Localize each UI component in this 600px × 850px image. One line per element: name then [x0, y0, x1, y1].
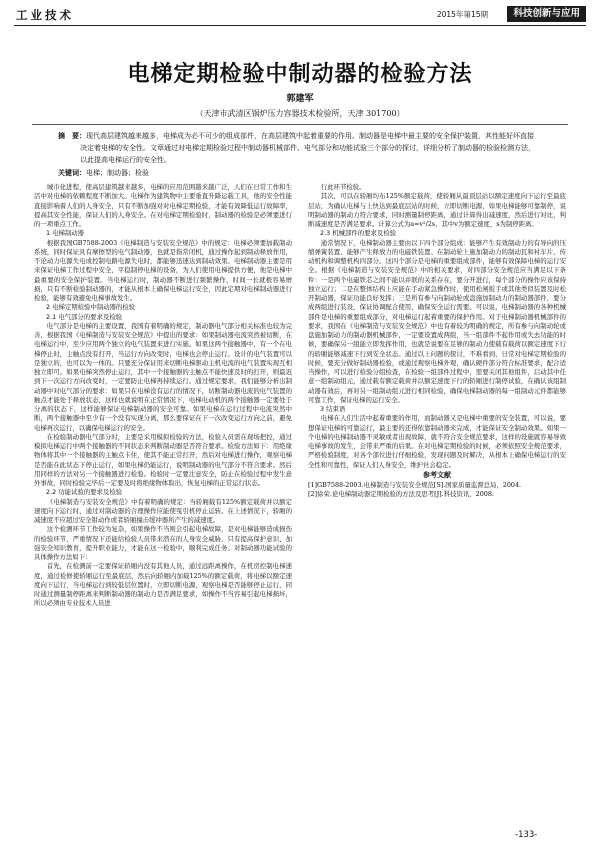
author-affiliation: （天津市武清区锅炉压力容器技术检验所，天津 301700） [195, 109, 405, 118]
section-heading: 2.2 功能试验的要求及检验 [46, 488, 123, 497]
page-number: -133- [515, 830, 538, 840]
journal-name: 工业技术 [16, 8, 74, 22]
body-paragraph: 电梯在人们生活中起着重要的作用，而制动器又是电梯中重要的安全装置，可以说，要想保证电梯的可靠运行，最主要的还得依靠制动器来完成，才能保证安全制动效果。如果一个电梯的电梯制动器不灵敏或者出现故障，就不符合安全规范要求，这样的设施就容易导致电梯事故的发生，会带来严重的后果。在对电梯定期检验的时候，必须依照安全规范要求，严格检验制度，对各个部位进行仔细检验，发现问题及时解决，从根本上确保电梯运行的安全性和可靠性，保证人们人身安全，维护社会稳定。 [308, 414, 566, 469]
body-paragraph: 《电梯制造与安装安全规范》中有着明确的规定：当轿厢载有125%额定载荷并以额定速度向下运行时，通过对制动器的合理操作应能使曳引机停止运转。在上述情况下，轿厢的减速度不应超过安全钳动作或者轿厢撞击缓冲器所产生的减速度。 [34, 497, 292, 524]
keywords-label: 关键词： [58, 169, 86, 177]
page-header [14, 6, 586, 24]
keywords-text: 电梯；制动器；检验 [86, 169, 149, 177]
paper-title: 电梯定期检验中制动器的检验方法 [127, 62, 473, 87]
references-heading: 参考文献 [423, 470, 451, 479]
paper-author: 郭建军 [286, 94, 314, 104]
keywords-block [58, 167, 538, 179]
issue-number: 2015年第15期 [436, 10, 488, 19]
header-rule [14, 25, 586, 26]
body-paragraph: 通常情况下，电梯制动器主要由以下四个部分组成：能够产生有效制动力的有导向的压缩弹簧装置、能够产生释放力的电磁铁装置、在制动轮上施加制动力的制动瓦和衬车片、传动机构和调整机构四部分。这四个部分是电梯的重要组成部件，能够有效保障电梯的运行安全。根据《电梯制造与安装安全规范》中的相关要求，对四部分安全规范应当满足以下条件：一是两个电磁铁芯之间不能以并联的关系存在，要分开进行，每个部分的操作应该保持独立运行；二是在整体结构上应能在手动紧急操作时，使用松闸扳手或其他类似装置及时松开制动器，保证功能良好发挥；三是所有参与向制动轮或盘施加制动力的制动器部件，要分成两组进行装设，保证协调配合使用，确保安全运行需要。可以说，电梯制动器的各种机械部件是电梯的重要组成部分，对电梯运行起着重要的保护作用。对于电梯制动器机械部件的要求，我国在《电梯制造与安装安全规范》中也有着较为明确的规定，所有参与向制动轮或盘施加制动力的制动器机械部件，一定要设置成两组，当一组部件不起作用或失去功能的时候，要确保另一组能立即发挥作用，也就是说要在足够的制动力使载有载荷以额定速度下行的轿厢能够减速下行到安全状态。通过以上问题的探讨，不难看到，日常对电梯定期检验的时候，要充分做好制动器检验，或通过观察电梯外观，确认硬件部分符合标准要求，配合适当操作，可以进行检验分组检查，在检验一组部件过程中，需要关闭其他组件，启动其中任意一组制动组元，通过载有额定载荷并以额定速度下行的轿厢进行制停试验，在确认该组制动器有效后，再对另一组制动组元进行相同检验，确保电梯制动器的每一组制动元件都能够可靠工作，保证电梯的运行安全。 [308, 238, 566, 404]
body-paragraph: 首先，在检测前一定要保证轿厢内没有其他人员，通过远距离操作，在机房控制电梯速度，通过检修使轿厢运行至最底层，然后向轿厢内加载125%的额定载荷，将电梯以额定速度向下运行，当电梯运行到较低层位置时，立即切断电源，观察电梯是否能够停止运行，同时通过测量制停距离来判断制动器的制动力是否满足要求，如操作不当容易引起电梯损坏，所以必须由专业技术人员进 [34, 562, 292, 608]
abstract-text: 现代高层建筑越来越多，电梯成为必不可少的组成部件，在高层建筑中起着重要的作用。制动器是电梯中最主要的安全保护装置，其性能好坏直接决定着电梯的安全性。文章通过对电梯定期检验过程中制动器机械部件、电气部分和功能试验三个部分的探讨，详细分析了制动器的检验检测方法，以此提高电梯运行的安全性。 [80, 132, 535, 164]
body-paragraph: 这个检测环节工作较为复杂，如果操作不当则会引起电梯故障，是对电梯能够造成损伤的检验环节，严重情况下还能给检验人员带来潜在的人身安全威胁，只有提高保护意识、加强安全知识教育，提升职业能力，才能在这一检验中，顺利完成任务。对制动器功能试验的具体操作方法如下： [34, 525, 292, 561]
section-heading: 3 结束语 [320, 405, 346, 413]
body-column-left [34, 183, 292, 609]
section-heading: 2 电梯定期检验中制动器的检验 [46, 303, 136, 312]
abstract-block [58, 130, 538, 166]
abstract-label: 摘 要： [58, 132, 86, 140]
reference-item: [2]徐荣.论电梯制动器定期检验的方法及思考[J].科技资讯，2008. [308, 490, 494, 498]
body-column-right [308, 183, 566, 499]
column-badge: 科技创新与应用 [507, 6, 586, 22]
reference-item: [1]GB7588-2003.电梯制造与安装安全规范[S].国家质量监督总局，2004. [308, 480, 522, 489]
body-paragraph: 电气部分是电梯的主要设置，我国有着明确的规定，制动器电气部分相关标准也较为完善，根据我国《电梯制造与安装安全规范》中提出的要求：如果制动器电流突然被切断，在电梯运行中，至少应用两个独立的电气装置来进行实施。如果这两个接触器中，有一个在电梯停止时，主触点没有打开，当运行方向改变时，电梯也会停止运行。设计的电气装置可以是独立的，也可以为一体的。只要充分保证用来切断电梯驱动主机电流的电气装置实现互相独立即可。如果电梯突然停止运行，其中一个接触器的主触点不能快速及时的打开，则最迟到下一次运行方向改变时，一定要防止电梯再持续运行。通过规定要求，我们能够分析出制动器中对电气部分的要求：如果只在电梯没有运行的情况下，切断制动器电流的电气装置的触点才能处于释放状态，这样也就说明在正常情况下，电梯电动机的两个接触器一定要处于分离的状态下，这样能够保证电梯制动器的安全可靠。如果电梯在运行过程中电流突然中断，两个接触器中至少有一个没有实现分离，那么要保证在下一次改变运行方向之前，避免电梯再次运行，以确保电梯运行的安全。 [34, 321, 292, 432]
body-paragraph: 行此环节检验。 [320, 183, 366, 191]
body-paragraph: 城市化进程，使高层建筑越来越多，电梯的应用范围越来越广泛，人们在日常工作和生活中对电梯的依赖程度不断加大。电梯作为建筑物中主要垂直升降运载工具，他的安全性能直接影响着人们的人身安全，只有不断加强对对电梯定期检验，才能有效降低运行故障率，提高其安全性能，保证人们的人身安全。在对电梯定期检验时，制动器的检验是必须要进行的一项重点工作。 [34, 183, 292, 228]
section-heading: 2.3 机械部件的要求及检验 [320, 229, 397, 238]
section-heading: 2.1 电气部分的要求及检验 [46, 312, 123, 321]
section-heading: 1 电梯制动器 [46, 229, 85, 238]
abstract-rule [32, 124, 568, 125]
body-paragraph: 根据我国GB7588-2003《电梯制造与安装安全规范》中的规定：电梯必须要加载制动系统，同时保证具有摩擦型的电气制动器，也就是指常闭机，通过操作起到制动释放作用，不论动力电源失电或控制电路电源失电时，都能够迅速达到制动效果。电梯制动器主要是用来保证电梯工作过程中安全、平稳制停电梯的设备，为人们使用电梯提供方便，他是电梯中最重要的安全保护装置。当电梯运行时，制动器不断进行频繁操作，时间一长就极容易磨损，只有不断检验制动器的，才能从根本上确保电梯运行安全，因此定期对电梯制动器进行检验，能够有效避免电梯事故发生。 [34, 238, 292, 302]
body-paragraph: 在检验制动器电气部分时，主要是采用模拟检验的方法，检验人员需在现场把控，通过模拟电梯运行中两个接触器的不同状态来判断制动器是否符合要求。检验方法如下：用绝缘物体将其中一个接触器的主触点卡住，使其不能正常打开，然后对电梯进行操作，观察电梯是否能在此状态下停止运行，如果电梯仍能运行，说明制动器的电气部分不符合要求。然后用同样的方法对另一个接触器进行检验。检验时一定要注意安全，防止在检验过程中发生意外事故，同时检验完毕后一定要及时将绝缘物体取出，恢复电梯的正常运行状态。 [34, 432, 292, 487]
body-paragraph: 其次，可以在轿厢均布125%额定载荷，使轿厢从最顶层站以额定速度向下运行至最底层站，为确认电梯与上快达到最底层站的时候，立即切断电源，如果电梯能够可靠制停，说明制动器的制动力符合要求，同时测量制停距离，通过计算得出减速度，然后进行对比，判断减速度是否满足要求。计算公式为a=v²/2s，其中v为额定速度，s为制停距离。 [308, 192, 566, 228]
